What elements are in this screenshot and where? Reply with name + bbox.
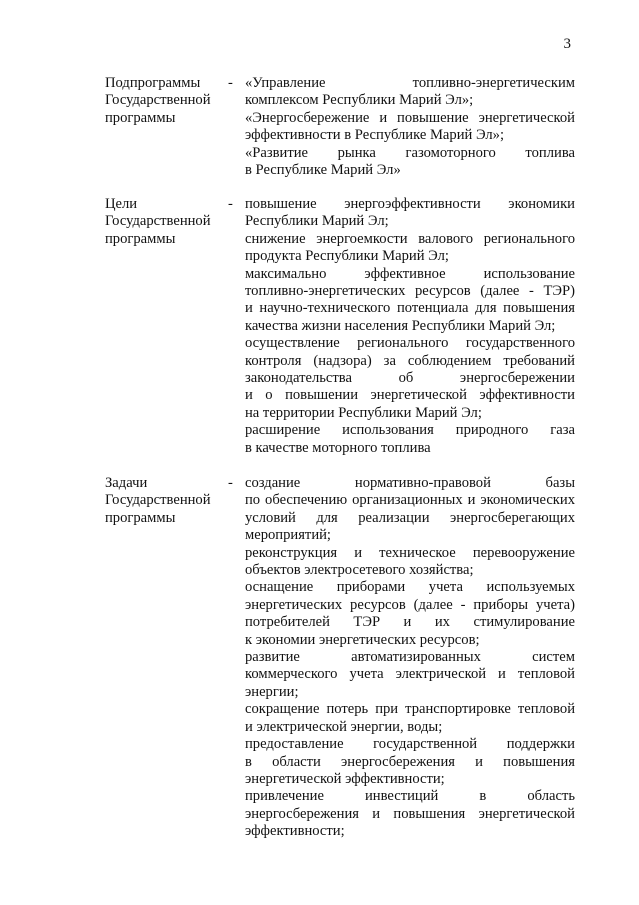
- content-line: потребителей ТЭР и их стимулирование: [245, 614, 575, 631]
- section-content: [245, 475, 575, 841]
- label-line: Государственной: [105, 92, 211, 109]
- label-line: Задачи: [105, 475, 148, 491]
- content-line: предоставление государственной поддержки: [245, 736, 575, 753]
- content-line: по обеспечению организационных и экономических: [245, 492, 575, 509]
- label-line: программы: [105, 509, 176, 526]
- section-dash: -: [228, 75, 233, 91]
- content-line: энергии;: [245, 683, 299, 700]
- content-line: комплексом Республики Марий Эл»;: [245, 92, 474, 109]
- content-line: объектов электросетевого хозяйства;: [245, 562, 474, 579]
- content-line: расширение использования природного газа: [245, 422, 575, 439]
- content-line: снижение энергоемкости валового регионального: [245, 230, 575, 247]
- content-line: энергетических ресурсов (далее - приборы учета): [245, 596, 575, 613]
- label-line: программы: [105, 230, 176, 247]
- content-line: сокращение потерь при транспортировке тепловой: [245, 701, 575, 718]
- section-dash: -: [228, 475, 233, 491]
- content-line: реконструкция и техническое перевооружение: [245, 544, 575, 561]
- section-label: [105, 196, 225, 248]
- content-line: создание нормативно-правовой базы: [245, 475, 575, 491]
- label-line: программы: [105, 109, 176, 126]
- content-line: условий для реализации энергосберегающих: [245, 509, 575, 526]
- section-content: [245, 75, 575, 179]
- content-line: оснащение приборами учета используемых: [245, 579, 575, 596]
- content-line: и научно-технического потенциала для повышения: [245, 300, 575, 317]
- content-line: на территории Республики Марий Эл;: [245, 404, 482, 421]
- content-line: в области энергосбережения и повышения: [245, 753, 575, 770]
- content-line: и электрической энергии, воды;: [245, 718, 443, 735]
- label-line: Государственной: [105, 213, 211, 230]
- content-line: топливно-энергетических ресурсов (далее - ТЭР): [245, 283, 575, 300]
- label-line: Государственной: [105, 492, 211, 509]
- content-line: продукта Республики Марий Эл;: [245, 248, 449, 265]
- content-line: мероприятий;: [245, 527, 331, 544]
- content-line: осуществление регионального государственного: [245, 335, 575, 352]
- content-line: и о повышении энергетической эффективности: [245, 387, 575, 404]
- content-line: эффективности в Республике Марий Эл»;: [245, 127, 505, 144]
- label-line: Цели: [105, 196, 138, 212]
- section-label: [105, 475, 225, 527]
- content-line: привлечение инвестиций в область: [245, 788, 575, 805]
- content-line: к экономии энергетических ресурсов;: [245, 631, 480, 648]
- content-line: контроля (надзора) за соблюдением требований: [245, 352, 575, 369]
- content-line: повышение энергоэффективности экономики: [245, 196, 575, 212]
- section-label: [105, 75, 225, 127]
- content-line: Республики Марий Эл;: [245, 213, 389, 230]
- content-line: «Управление топливно-энергетическим: [245, 75, 575, 91]
- content-line: максимально эффективное использование: [245, 265, 575, 282]
- section-content: [245, 196, 575, 457]
- content-line: в качестве моторного топлива: [245, 439, 431, 456]
- content-line: качества жизни населения Республики Марий Эл;: [245, 317, 556, 334]
- content-line: законодательства об энергосбережении: [245, 370, 575, 387]
- section-dash: -: [228, 196, 233, 212]
- content-line: в Республике Марий Эл»: [245, 162, 401, 179]
- content-line: энергетической эффективности;: [245, 770, 445, 787]
- content-line: эффективности;: [245, 823, 345, 840]
- page-number: 3: [563, 36, 571, 52]
- content-line: энергосбережения и повышения энергетической: [245, 805, 575, 822]
- content-line: развитие автоматизированных систем: [245, 649, 575, 666]
- content-line: «Развитие рынка газомоторного топлива: [245, 144, 575, 161]
- label-line: Подпрограммы: [105, 75, 201, 91]
- content-line: «Энергосбережение и повышение энергетической: [245, 109, 575, 126]
- content-line: коммерческого учета электрической и тепловой: [245, 666, 575, 683]
